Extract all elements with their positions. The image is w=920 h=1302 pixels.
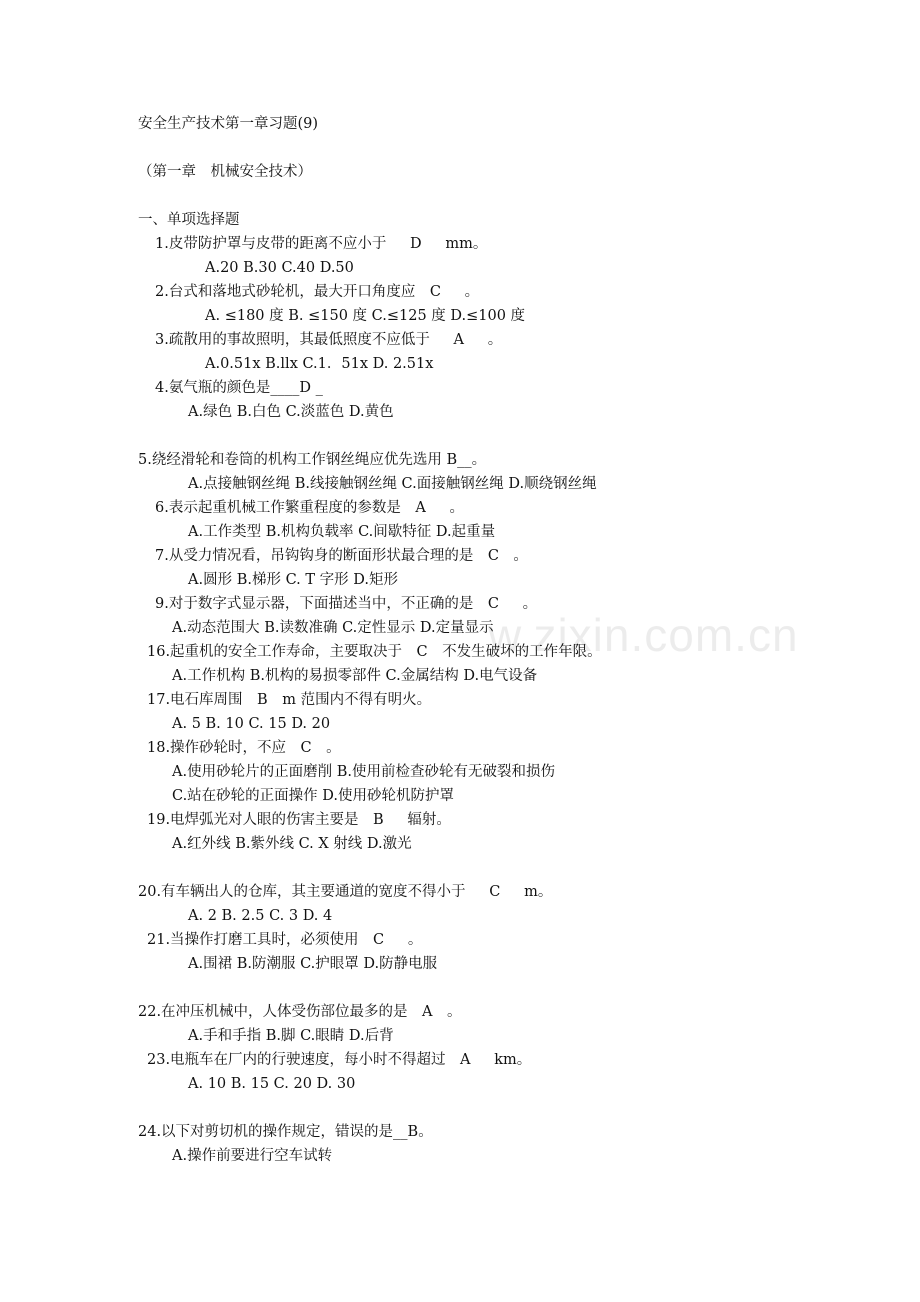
question-24: 24.以下对剪切机的操作规定，错误的是__B。 <box>138 1124 433 1140</box>
options-20: A. 2 B. 2.5 C. 3 D. 4 <box>188 908 333 924</box>
options-16: A.工作机构 B.机构的易损零部件 C.金属结构 D.电气设备 <box>172 668 538 684</box>
options-6: A.工作类型 B.机构负载率 C.间歇特征 D.起重量 <box>188 524 496 540</box>
watermark: w.zixin.com.cn <box>488 609 799 661</box>
section-heading: 一、单项选择题 <box>138 212 240 228</box>
question-18: 18.操作砂轮时，不应 C 。 <box>147 740 341 756</box>
question-3: 3.疏散用的事故照明，其最低照度不应低于 A 。 <box>155 332 503 348</box>
question-2: 2.台式和落地式砂轮机，最大开口角度应 C 。 <box>155 284 480 300</box>
options-18-line-2: C.站在砂轮的正面操作 D.使用砂轮机防护罩 <box>172 788 455 804</box>
options-22: A.手和手指 B.脚 C.眼睛 D.后背 <box>188 1028 394 1044</box>
options-9: A.动态范围大 B.读数准确 C.定性显示 D.定量显示 <box>172 620 494 636</box>
question-9: 9.对于数字式显示器，下面描述当中，不正确的是 C 。 <box>155 596 538 612</box>
question-17: 17.电石库周围 B m 范围内不得有明火。 <box>147 692 432 708</box>
question-6: 6.表示起重机械工作繁重程度的参数是 A 。 <box>155 500 465 516</box>
options-18-line-1: A.使用砂轮片的正面磨削 B.使用前检查砂轮有无破裂和损伤 <box>172 764 555 780</box>
question-7: 7.从受力情况看，吊钩钩身的断面形状最合理的是 C 。 <box>155 548 528 564</box>
options-17: A. 5 B. 10 C. 15 D. 20 <box>172 716 331 732</box>
options-1: A.20 B.30 C.40 D.50 <box>205 260 354 276</box>
question-1: 1.皮带防护罩与皮带的距离不应小于 D mm。 <box>155 236 488 252</box>
options-7: A.圆形 B.梯形 C. T 字形 D.矩形 <box>188 572 398 588</box>
options-5: A.点接触钢丝绳 B.线接触钢丝绳 C.面接触钢丝绳 D.顺绕钢丝绳 <box>188 476 597 492</box>
document-title: 安全生产技术第一章习题(9) <box>138 116 319 132</box>
question-19: 19.电焊弧光对人眼的伤害主要是 B 辐射。 <box>147 812 451 828</box>
options-21: A.围裙 B.防潮服 C.护眼罩 D.防静电服 <box>188 956 438 972</box>
question-21: 21.当操作打磨工具时，必须使用 C 。 <box>147 932 423 948</box>
question-20: 20.有车辆出人的仓库，其主要通道的宽度不得小于 C m。 <box>138 884 553 900</box>
options-24-a: A.操作前要进行空车试转 <box>172 1148 333 1164</box>
options-19: A.红外线 B.紫外线 C. X 射线 D.激光 <box>172 836 412 852</box>
options-4: A.绿色 B.白色 C.淡蓝色 D.黄色 <box>188 404 394 420</box>
question-4: 4.氨气瓶的颜色是____D _ <box>155 380 323 396</box>
question-22: 22.在冲压机械中，人体受伤部位最多的是 A 。 <box>138 1004 462 1020</box>
options-3: A.0.51x B.llx C.1．51x D. 2.51x <box>205 356 434 372</box>
options-2: A. ≤180 度 B. ≤150 度 C.≤125 度 D.≤100 度 <box>205 308 526 324</box>
options-23: A. 10 B. 15 C. 20 D. 30 <box>188 1076 356 1092</box>
chapter-heading: （第一章 机械安全技术） <box>138 164 312 180</box>
question-16: 16.起重机的安全工作寿命，主要取决于 C 不发生破坏的工作年限。 <box>147 644 602 660</box>
question-23: 23.电瓶车在厂内的行驶速度，每小时不得超过 A km。 <box>147 1052 532 1068</box>
question-5: 5.绕经滑轮和卷筒的机构工作钢丝绳应优先选用 B__。 <box>138 452 487 468</box>
